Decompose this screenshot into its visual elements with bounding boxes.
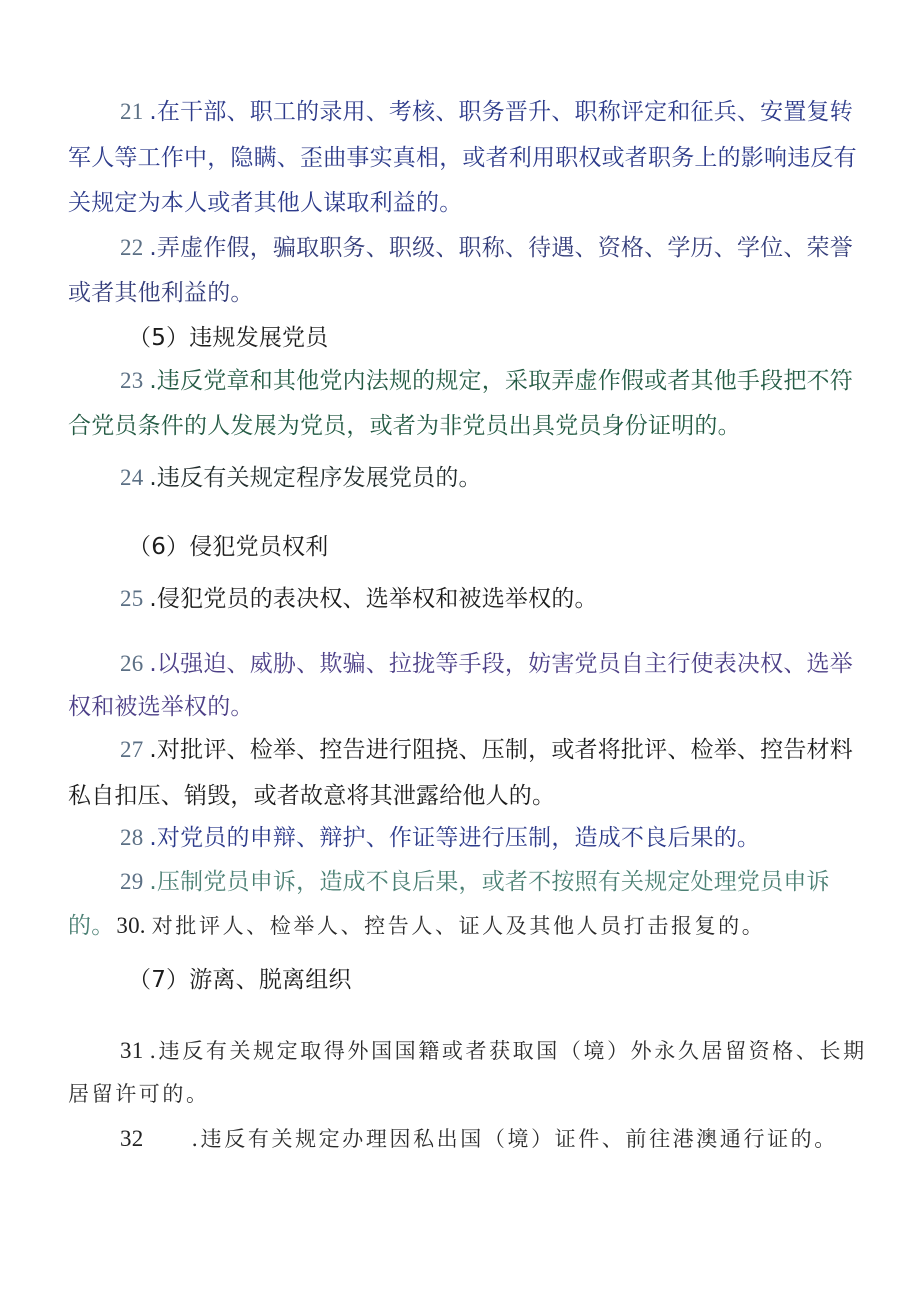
item-24-number: 24	[120, 465, 144, 490]
item-26-line-1	[120, 649, 853, 679]
item-31-text-1: .违反有关规定取得外国国籍或者获取国（境）外永久居留资格、长期	[149, 1039, 867, 1063]
item-24-text-1: .违反有关规定程序发展党员的。	[149, 465, 482, 491]
item-29-line-1	[120, 867, 830, 897]
item-22-line-2: 或者其他利益的。	[68, 280, 254, 306]
item-21-number: 21	[120, 99, 144, 124]
item-29-text-2: 的。	[68, 913, 115, 939]
item-27-line-1	[120, 735, 853, 765]
item-31-number: 31	[120, 1038, 144, 1063]
item-28-text-1: .对党员的申辩、辩护、作证等进行压制，造成不良后果的。	[149, 825, 761, 851]
item-25-line-1	[120, 584, 598, 614]
item-23-text-1: .违反党章和其他党内法规的规定，采取弄虚作假或者其他手段把不符	[149, 368, 853, 394]
item-21-line-2: 军人等工作中，隐瞒、歪曲事实真相，或者利用职权或者职务上的影响违反有	[68, 145, 857, 171]
item-27-line-2: 私自扣压、销毁，或者故意将其泄露给他人的。	[68, 783, 556, 809]
item-24-line-1	[120, 463, 482, 493]
item-28-number: 28	[120, 825, 144, 850]
item-31-line-2	[68, 1079, 210, 1109]
item-30-number: 30.	[116, 913, 146, 938]
item-26-text-1: .以强迫、威胁、欺骗、拉拢等手段，妨害党员自主行使表决权、选举	[149, 651, 853, 677]
item-23-line-2: 合党员条件的人发展为党员，或者为非党员出具党员身份证明的。	[68, 413, 741, 439]
item-23-number: 23	[120, 368, 144, 393]
section-heading-5: （5）违规发展党员	[128, 325, 329, 351]
item-26-number: 26	[120, 651, 144, 676]
item-27-number: 27	[120, 737, 144, 762]
item-25-number: 25	[120, 586, 144, 611]
item-31-text-2: 居留许可的。	[68, 1082, 210, 1106]
item-29-number: 29	[120, 869, 144, 894]
item-32-text-1: .违反有关规定办理因私出国（境）证件、前往港澳通行证的。	[191, 1127, 838, 1151]
item-32-number: 32	[120, 1126, 144, 1151]
item-21-text-1: .在干部、职工的录用、考核、职务晋升、职称评定和征兵、安置复转	[149, 99, 853, 125]
item-22-line-1	[120, 233, 853, 263]
section-heading-6: （6）侵犯党员权利	[128, 534, 329, 560]
item-21-line-3: 关规定为本人或者其他人谋取利益的。	[68, 190, 463, 216]
item-23-line-1	[120, 366, 853, 396]
item-32-line-1	[120, 1124, 838, 1154]
item-22-text-1: .弄虚作假，骗取职务、职级、职称、待遇、资格、学历、学位、荣誉	[149, 235, 853, 261]
item-26-line-2: 权和被选举权的。	[68, 694, 254, 720]
item-29-30-line-2	[68, 911, 765, 941]
item-29-text-1: .压制党员申诉，造成不良后果，或者不按照有关规定处理党员申诉	[149, 869, 830, 895]
section-heading-7: （7）游离、脱离组织	[128, 967, 352, 993]
item-22-number: 22	[120, 235, 144, 260]
item-28-line-1	[120, 823, 760, 853]
item-31-line-1	[120, 1036, 867, 1066]
item-30-text: 对批评人、检举人、控告人、证人及其他人员打击报复的。	[151, 914, 766, 938]
item-25-text-1: .侵犯党员的表决权、选举权和被选举权的。	[149, 586, 598, 612]
item-27-text-1: .对批评、检举、控告进行阻挠、压制，或者将批评、检举、控告材料	[149, 737, 853, 763]
item-21-line-1	[120, 97, 853, 127]
